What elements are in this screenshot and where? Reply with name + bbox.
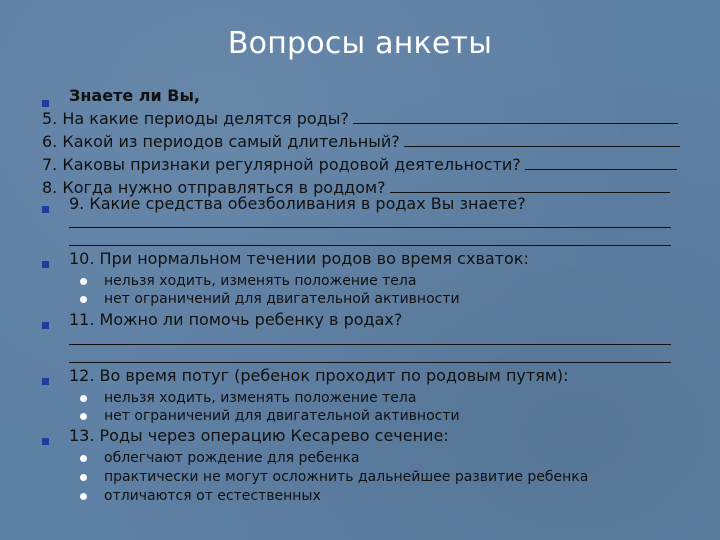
question-12: 12. Во время потуг (ребенок проходит по родовым путям): <box>69 366 569 385</box>
square-bullet-icon <box>42 261 49 268</box>
question-10-option-1: нельзя ходить, изменять положение тела <box>104 273 417 289</box>
question-10: 10. При нормальном течении родов во время схваток: <box>69 249 529 268</box>
answer-line <box>69 344 671 345</box>
question-8-text: 8. Когда нужно отправляться в роддом? <box>42 178 386 197</box>
question-12-option-1: нельзя ходить, изменять положение тела <box>104 390 417 406</box>
question-7 <box>42 154 677 176</box>
question-9: 9. Какие средства обезболивания в родах Вы знаете? <box>69 194 526 213</box>
square-bullet-icon <box>42 378 49 385</box>
round-bullet-icon <box>80 296 87 303</box>
answer-line <box>69 245 671 246</box>
round-bullet-icon <box>80 395 87 402</box>
question-13: 13. Роды через операцию Кесарево сечение: <box>69 426 449 445</box>
answer-blank <box>390 178 670 193</box>
answer-blank <box>525 155 677 170</box>
answer-line <box>69 362 671 363</box>
intro-question: Знаете ли Вы, <box>69 86 201 105</box>
question-13-option-2: практически не могут осложнить дальнейшее развитие ребенка <box>104 469 589 485</box>
square-bullet-icon <box>42 100 49 107</box>
answer-blank <box>404 132 680 147</box>
question-6 <box>42 131 680 153</box>
question-6-text: 6. Какой из периодов самый длительный? <box>42 132 400 151</box>
square-bullet-icon <box>42 322 49 329</box>
round-bullet-icon <box>80 413 87 420</box>
round-bullet-icon <box>80 493 87 500</box>
slide-title: Вопросы анкеты <box>227 26 493 61</box>
question-12-option-2: нет ограничений для двигательной активности <box>104 408 460 424</box>
question-13-option-1: облегчают рождение для ребенка <box>104 450 360 466</box>
round-bullet-icon <box>80 455 87 462</box>
round-bullet-icon <box>80 278 87 285</box>
question-5-text: 5. На какие периоды делятся роды? <box>42 109 349 128</box>
question-13-option-3: отличаются от естественных <box>104 488 321 504</box>
question-11: 11. Можно ли помочь ребенку в родах? <box>69 310 403 329</box>
answer-blank <box>353 109 678 124</box>
round-bullet-icon <box>80 474 87 481</box>
square-bullet-icon <box>42 206 49 213</box>
square-bullet-icon <box>42 438 49 445</box>
answer-line <box>69 227 671 228</box>
question-10-option-2: нет ограничений для двигательной активности <box>104 291 460 307</box>
question-7-text: 7. Каковы признаки регулярной родовой деятельности? <box>42 155 521 174</box>
question-5 <box>42 108 678 130</box>
